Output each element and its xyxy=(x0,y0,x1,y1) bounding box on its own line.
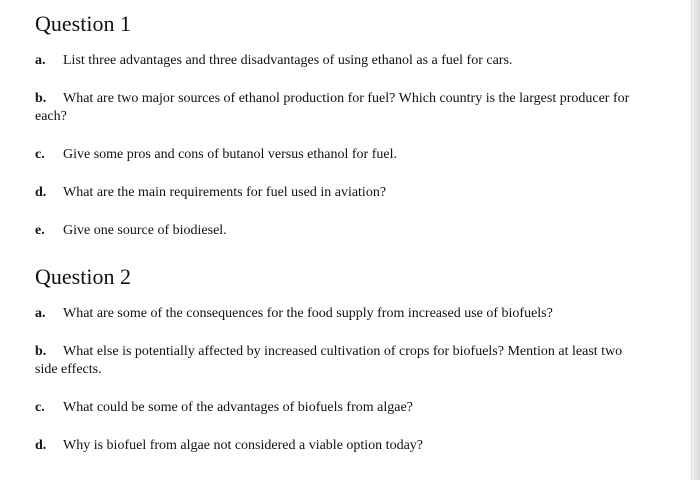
question-2-item-c xyxy=(35,399,645,417)
item-text: Why is biofuel from algae not considered a viable option today? xyxy=(63,438,424,453)
item-text: What are some of the consequences for the food supply from increased use of biofuels? xyxy=(63,306,553,321)
item-label: a. xyxy=(35,306,46,321)
item-text: List three advantages and three disadvantages of using ethanol as a fuel for cars. xyxy=(63,53,513,68)
item-label: c. xyxy=(35,400,45,415)
item-text: What are the main requirements for fuel used in aviation? xyxy=(63,185,387,200)
page-edge-shadow xyxy=(691,0,700,480)
item-label: d. xyxy=(35,438,47,453)
question-1-section xyxy=(35,10,645,240)
item-text: What are two major sources of ethanol production for fuel? Which country is the largest producer for each? xyxy=(35,91,630,124)
question-1-item-c xyxy=(35,146,645,164)
question-1-item-b xyxy=(35,90,645,126)
question-2-item-b xyxy=(35,343,645,379)
question-1-heading: Question 1 xyxy=(35,11,131,36)
item-text: Give some pros and cons of butanol versus ethanol for fuel. xyxy=(63,147,397,162)
question-1-item-d xyxy=(35,184,645,202)
item-text: Give one source of biodiesel. xyxy=(63,223,227,238)
item-text: What could be some of the advantages of biofuels from algae? xyxy=(63,400,413,415)
item-label: d. xyxy=(35,185,47,200)
item-label: c. xyxy=(35,147,45,162)
item-text: What else is potentially affected by increased cultivation of crops for biofuels? Mention at least two side effects. xyxy=(35,344,623,377)
question-1-item-e xyxy=(35,222,645,240)
question-2-item-a xyxy=(35,305,645,323)
item-label: a. xyxy=(35,53,46,68)
question-1-item-a xyxy=(35,52,645,70)
question-2-heading: Question 2 xyxy=(35,264,131,289)
item-label: b. xyxy=(35,344,47,359)
item-label: e. xyxy=(35,223,45,238)
question-2-section xyxy=(35,263,645,455)
question-2-item-d xyxy=(35,437,645,455)
item-label: b. xyxy=(35,91,47,106)
